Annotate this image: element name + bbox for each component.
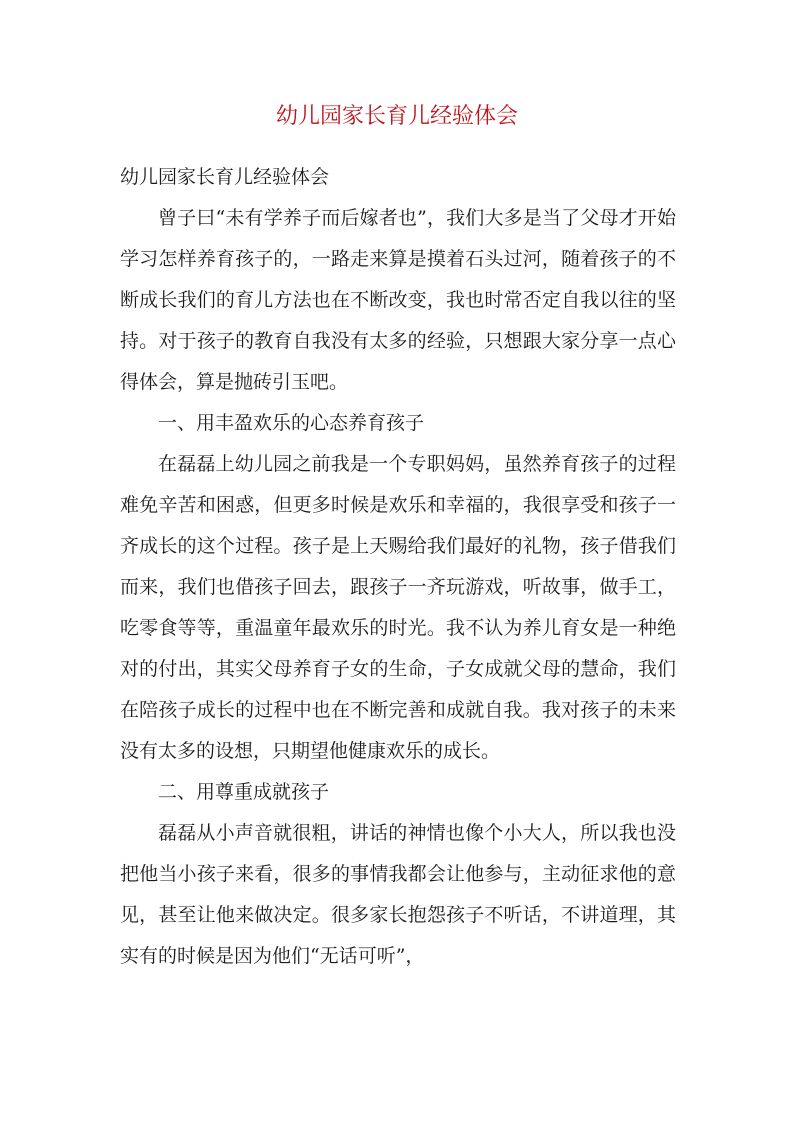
paragraph-section-2: 磊磊从小声音就很粗，讲话的神情也像个小大人，所以我也没把他当小孩子来看，很多的事情我都会让他参与，主动征求他的意见，甚至让他来做决定。很多家长抱怨孩子不听话，不讲道理，其实有的时候是因为他们“无话可听”， <box>120 822 676 967</box>
paragraph-intro: 曾子曰“未有学养子而后嫁者也”，我们大多是当了父母才开始学习怎样养育孩子的，一路走来算是摸着石头过河，随着孩子的不断成长我们的育儿方法也在不断改变，我也时常否定自我以往的坚持。对于孩子的教育自我没有太多的经验，只想跟大家分享一点心得体会，算是抛砖引玉吧。 <box>120 207 676 393</box>
document-title: 幼儿园家长育儿经验体会 <box>275 104 518 129</box>
section-heading-2: 二、用尊重成就孩子 <box>158 781 330 803</box>
document-subtitle: 幼儿园家长育儿经验体会 <box>120 166 330 188</box>
paragraph-section-1: 在磊磊上幼儿园之前我是一个专职妈妈，虽然养育孩子的过程难免辛苦和困惑，但更多时候是欢乐和幸福的，我很享受和孩子一齐成长的这个过程。孩子是上天赐给我们最好的礼物，孩子借我们而来，我们也借孩子回去，跟孩子一齐玩游戏，听故事，做手工，吃零食等等，重温童年最欢乐的时光。我不认为养儿育女是一种绝对的付出，其实父母养育子女的生命，子女成就父母的慧命，我们在陪孩子成长的过程中也在不断完善和成就自我。我对孩子的未来没有太多的设想，只期望他健康欢乐的成长。 <box>120 453 676 762</box>
section-heading-1: 一、用丰盈欢乐的心态养育孩子 <box>158 412 425 434</box>
document-body <box>120 157 676 977</box>
